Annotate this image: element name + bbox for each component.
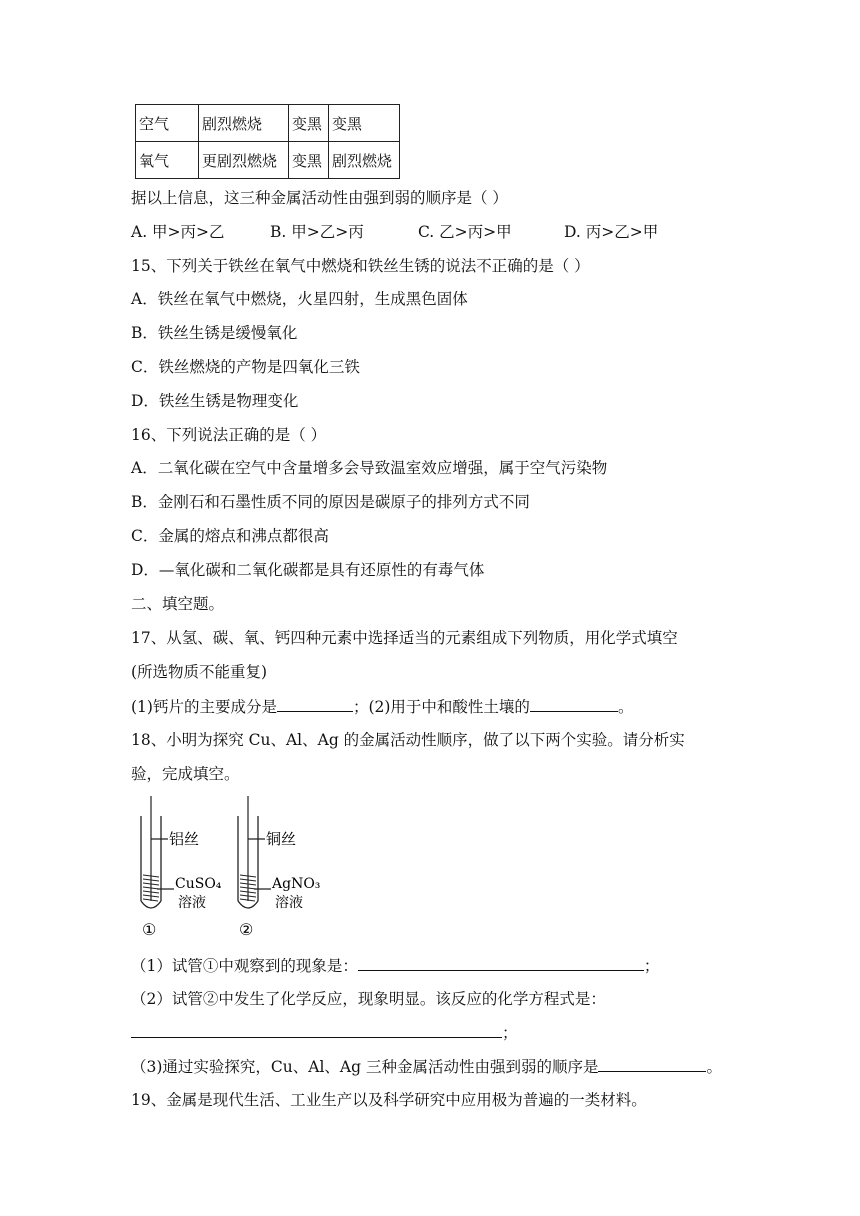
q17-line2: (所选物质不能重复) (131, 663, 268, 681)
q16-option-b: B．金刚石和石墨性质不同的原因是碳原子的排列方式不同 (131, 493, 530, 511)
q15-option-b: B．铁丝生锈是缓慢氧化 (131, 324, 298, 342)
table-cell: 空气 (136, 105, 199, 142)
observation-table (135, 104, 400, 179)
solution-label-cuso4: CuSO₄ (175, 876, 222, 892)
table-cell: 变黑 (329, 105, 400, 142)
q18-sub2: （2）试管②中发生了化学反应，现象明显。该反应的化学方程式是： (131, 990, 606, 1008)
q16-option-d: D．—氧化碳和二氧化碳都是具有还原性的有毒气体 (131, 561, 485, 579)
q18-sub1 (131, 954, 659, 977)
answer-blank[interactable] (358, 954, 644, 971)
table-row (136, 142, 400, 179)
test-tube-figure (131, 793, 361, 943)
q14-options (131, 221, 658, 243)
option-b: B. 甲>乙>丙 (270, 223, 364, 241)
q18-line2: 验，完成填空。 (131, 765, 240, 783)
solution-label-2: 溶液 (275, 895, 303, 911)
table-cell: 变黑 (289, 105, 329, 142)
wire-label-copper: 铜丝 (266, 830, 297, 848)
q18-sub1-end: ； (643, 957, 660, 975)
option-a: A. 甲>丙>乙 (131, 223, 225, 241)
q18-sub1-text: （1）试管①中观察到的现象是： (131, 957, 358, 975)
q16-option-a: A．二氧化碳在空气中含量增多会导致温室效应增强，属于空气污染物 (131, 459, 608, 477)
test-tube-1 (141, 796, 174, 908)
answer-blank[interactable] (598, 1055, 706, 1072)
table-row (136, 105, 400, 142)
tube-number-2: ② (239, 920, 254, 939)
option-c: C. 乙>丙>甲 (418, 223, 512, 241)
q18-sub3-text: （3)通过实验探究，Cu、Al、Ag 三种金属活动性由强到弱的顺序是 (131, 1058, 599, 1076)
q15-option-c: C．铁丝燃烧的产物是四氧化三铁 (131, 358, 360, 376)
answer-blank[interactable] (131, 1021, 502, 1038)
q17-fill-line (131, 695, 633, 718)
q15-option-d: D．铁丝生锈是物理变化 (131, 392, 299, 410)
q18-sub2-answer (131, 1021, 518, 1044)
q17-end: 。 (617, 698, 634, 716)
tube-number-1: ① (142, 920, 157, 939)
answer-blank[interactable] (530, 695, 618, 712)
q18-sub3 (131, 1055, 722, 1078)
solution-label-agno3: AgNO₃ (272, 876, 321, 892)
q16-stem: 16、下列说法正确的是（ ） (131, 426, 327, 444)
q14-stem: 据以上信息，这三种金属活动性由强到弱的顺序是（ ） (131, 189, 508, 207)
wire-label-aluminum: 铝丝 (169, 830, 200, 848)
q17-part1: (1)钙片的主要成分是 (131, 698, 277, 716)
table-cell: 剧烈燃烧 (329, 142, 400, 179)
q18-sub2-end: ； (502, 1024, 518, 1042)
q17-part2: ；(2)用于中和酸性土壤的 (352, 698, 530, 716)
option-d: D. 丙>乙>甲 (564, 223, 659, 241)
q19-line1: 19、金属是现代生活、工业生产以及科学研究中应用极为普遍的一类材料。 (131, 1091, 647, 1109)
test-tube-2 (238, 796, 271, 908)
q18-sub3-end: 。 (706, 1058, 722, 1076)
q17-line1: 17、从氢、碳、氧、钙四种元素中选择适当的元素组成下列物质，用化学式填空 (131, 629, 678, 647)
section-heading: 二、填空题。 (131, 595, 225, 613)
table-cell: 变黑 (289, 142, 329, 179)
table-cell: 更剧烈燃烧 (199, 142, 289, 179)
table-cell: 剧烈燃烧 (199, 105, 289, 142)
q18-line1: 18、小明为探究 Cu、Al、Ag 的金属活动性顺序，做了以下两个实验。请分析实 (131, 731, 685, 749)
q15-option-a: A．铁丝在氧气中燃烧，火星四射，生成黑色固体 (131, 290, 468, 308)
table-cell: 氧气 (136, 142, 199, 179)
q16-option-c: C．金属的熔点和沸点都很高 (131, 527, 329, 545)
q15-stem: 15、下列关于铁丝在氧气中燃烧和铁丝生锈的说法不正确的是（ ） (131, 257, 590, 275)
answer-blank[interactable] (277, 695, 353, 712)
solution-label-1: 溶液 (178, 895, 206, 911)
